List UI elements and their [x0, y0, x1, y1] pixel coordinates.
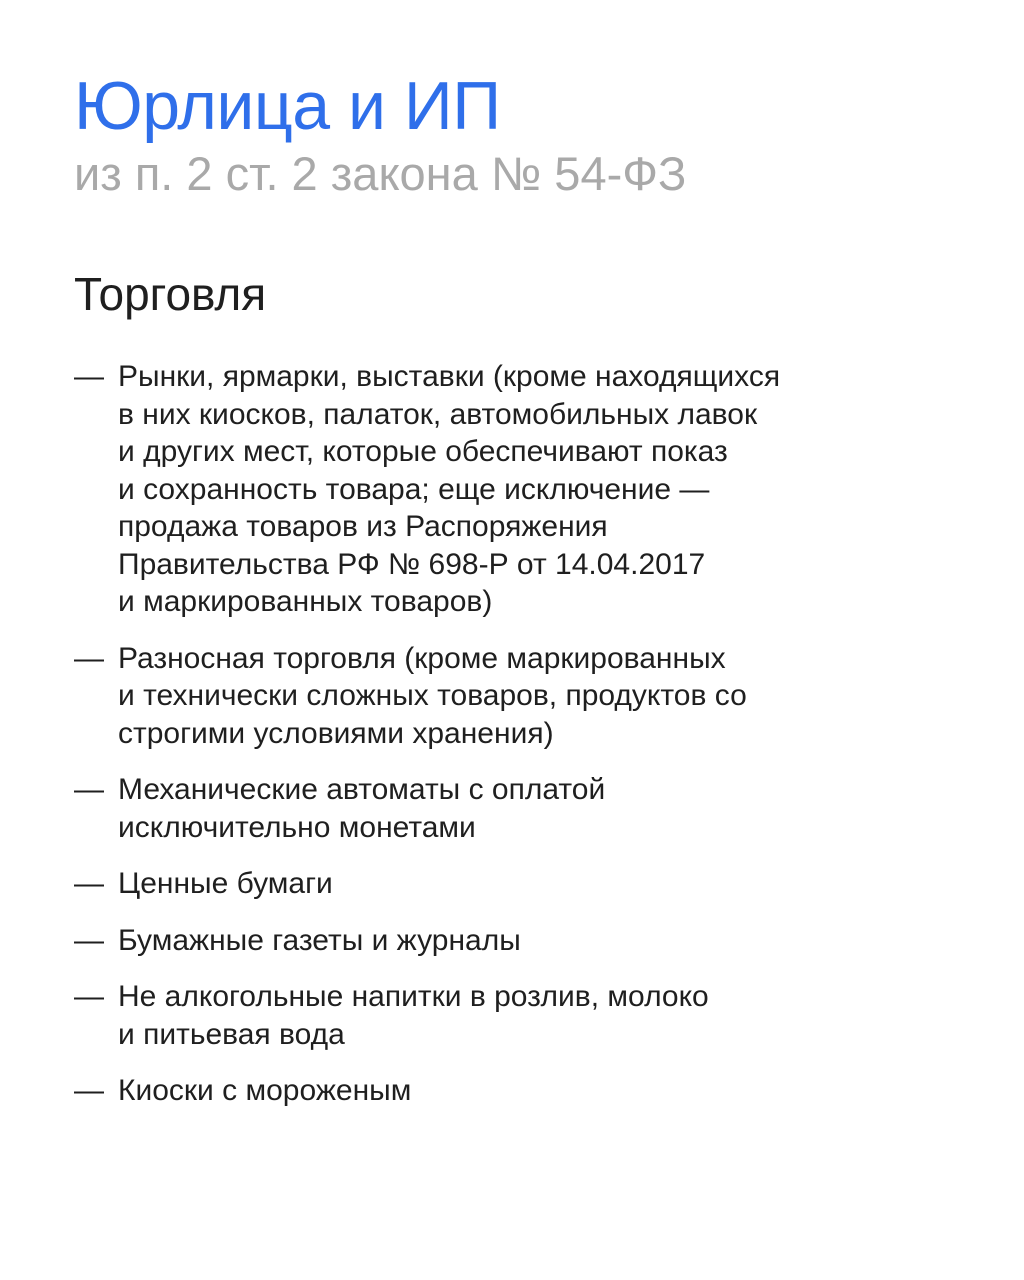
dash-bullet: — [74, 773, 104, 806]
list-item [74, 1072, 954, 1110]
list-item-text: Разносная торговля (кроме маркированных и технически сложных товаров, продуктов со строгими условиями хранения) [118, 641, 747, 750]
list-item [74, 640, 954, 753]
page-subtitle: из п. 2 ст. 2 закона № 54-ФЗ [74, 147, 687, 200]
list-item-text: Киоски с мороженым [118, 1074, 412, 1107]
dash-bullet: — [74, 867, 104, 900]
list-item [74, 771, 954, 846]
list-item-text: Механические автоматы с оплатой исключительно монетами [118, 773, 606, 844]
list-item [74, 358, 954, 621]
dash-bullet: — [74, 360, 104, 393]
dash-bullet: — [74, 980, 104, 1013]
list-item [74, 978, 954, 1053]
page [74, 0, 954, 1129]
dash-bullet: — [74, 923, 104, 957]
dash-bullet: — [74, 641, 104, 675]
trade-list [74, 358, 954, 1110]
list-item-text: Ценные бумаги [118, 867, 333, 900]
list-item-text: Бумажные газеты и журналы [118, 923, 521, 957]
list-item-text: Не алкогольные напитки в розлив, молоко и питьевая вода [118, 980, 709, 1051]
page-title: Юрлица и ИП [74, 68, 501, 144]
section-heading: Торговля [74, 268, 267, 320]
list-item [74, 922, 954, 960]
list-item [74, 865, 954, 903]
list-item-text: Рынки, ярмарки, выставки (кроме находящихся в них киосков, палаток, автомобильных лавок и других мест, которые обеспечивают показ и сохранность товара; еще исключение — продажа товаров из Распоряжения Правительства РФ № 698-Р от 14.04.2017 и маркированных товаров) [118, 360, 781, 618]
dash-bullet: — [74, 1074, 104, 1107]
